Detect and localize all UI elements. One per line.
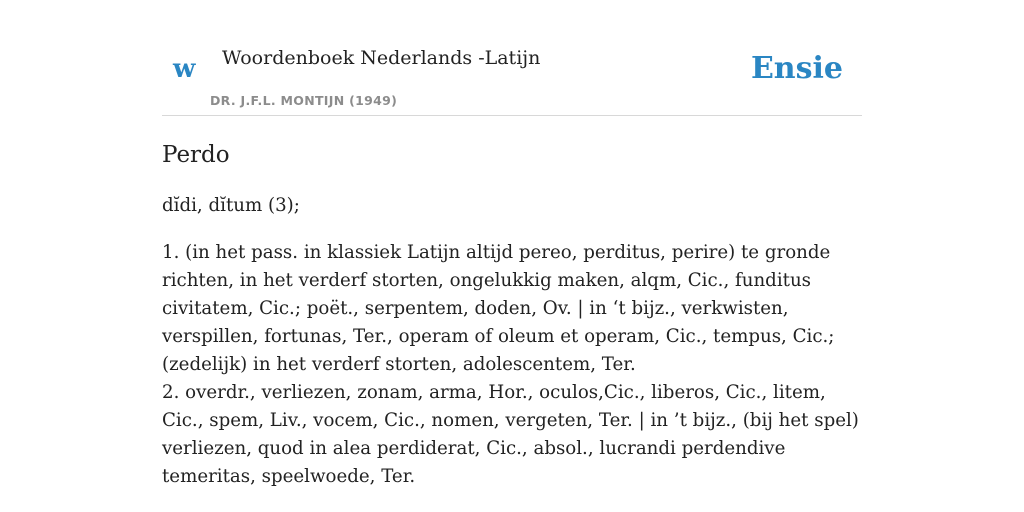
entry-grammar: dĭdi, dĭtum (3); xyxy=(162,195,300,216)
dictionary-logo-icon[interactable]: w xyxy=(173,54,196,84)
ensie-logo-link[interactable]: Ensie xyxy=(750,51,843,86)
dictionary-title-link[interactable]: Woordenboek Nederlands -Latijn xyxy=(222,47,541,69)
entry-definitions xyxy=(162,239,864,491)
entry-headword: Perdo xyxy=(162,142,230,168)
definition-item: 1. (in het pass. in klassiek Latijn altijd pereo, perditus, perire) te gronde richten, in het verderf storten, ongelukkig maken, alqm, Cic., funditus civitatem, Cic.; poët., serpentem, doden, Ov. | in ‘t bijz., verkwisten, verspillen, fortunas, Ter., operam of oleum et operam, Cic., tempus, Cic.; (zedelijk) in het verderf storten, adolescentem, Ter. xyxy=(162,242,835,375)
dictionary-author: DR. J.F.L. MONTIJN (1949) xyxy=(210,93,398,108)
definition-item: 2. overdr., verliezen, zonam, arma, Hor., oculos,Cic., liberos, Cic., litem, Cic., spem, Liv., vocem, Cic., nomen, vergeten, Ter. | in ’t bijz., (bij het spel) verliezen, quod in alea perdiderat, Cic., absol., lucrandi perdendive temeritas, speelwoede, Ter. xyxy=(162,382,859,487)
dictionary-header xyxy=(162,0,862,116)
entry-page xyxy=(162,0,862,512)
